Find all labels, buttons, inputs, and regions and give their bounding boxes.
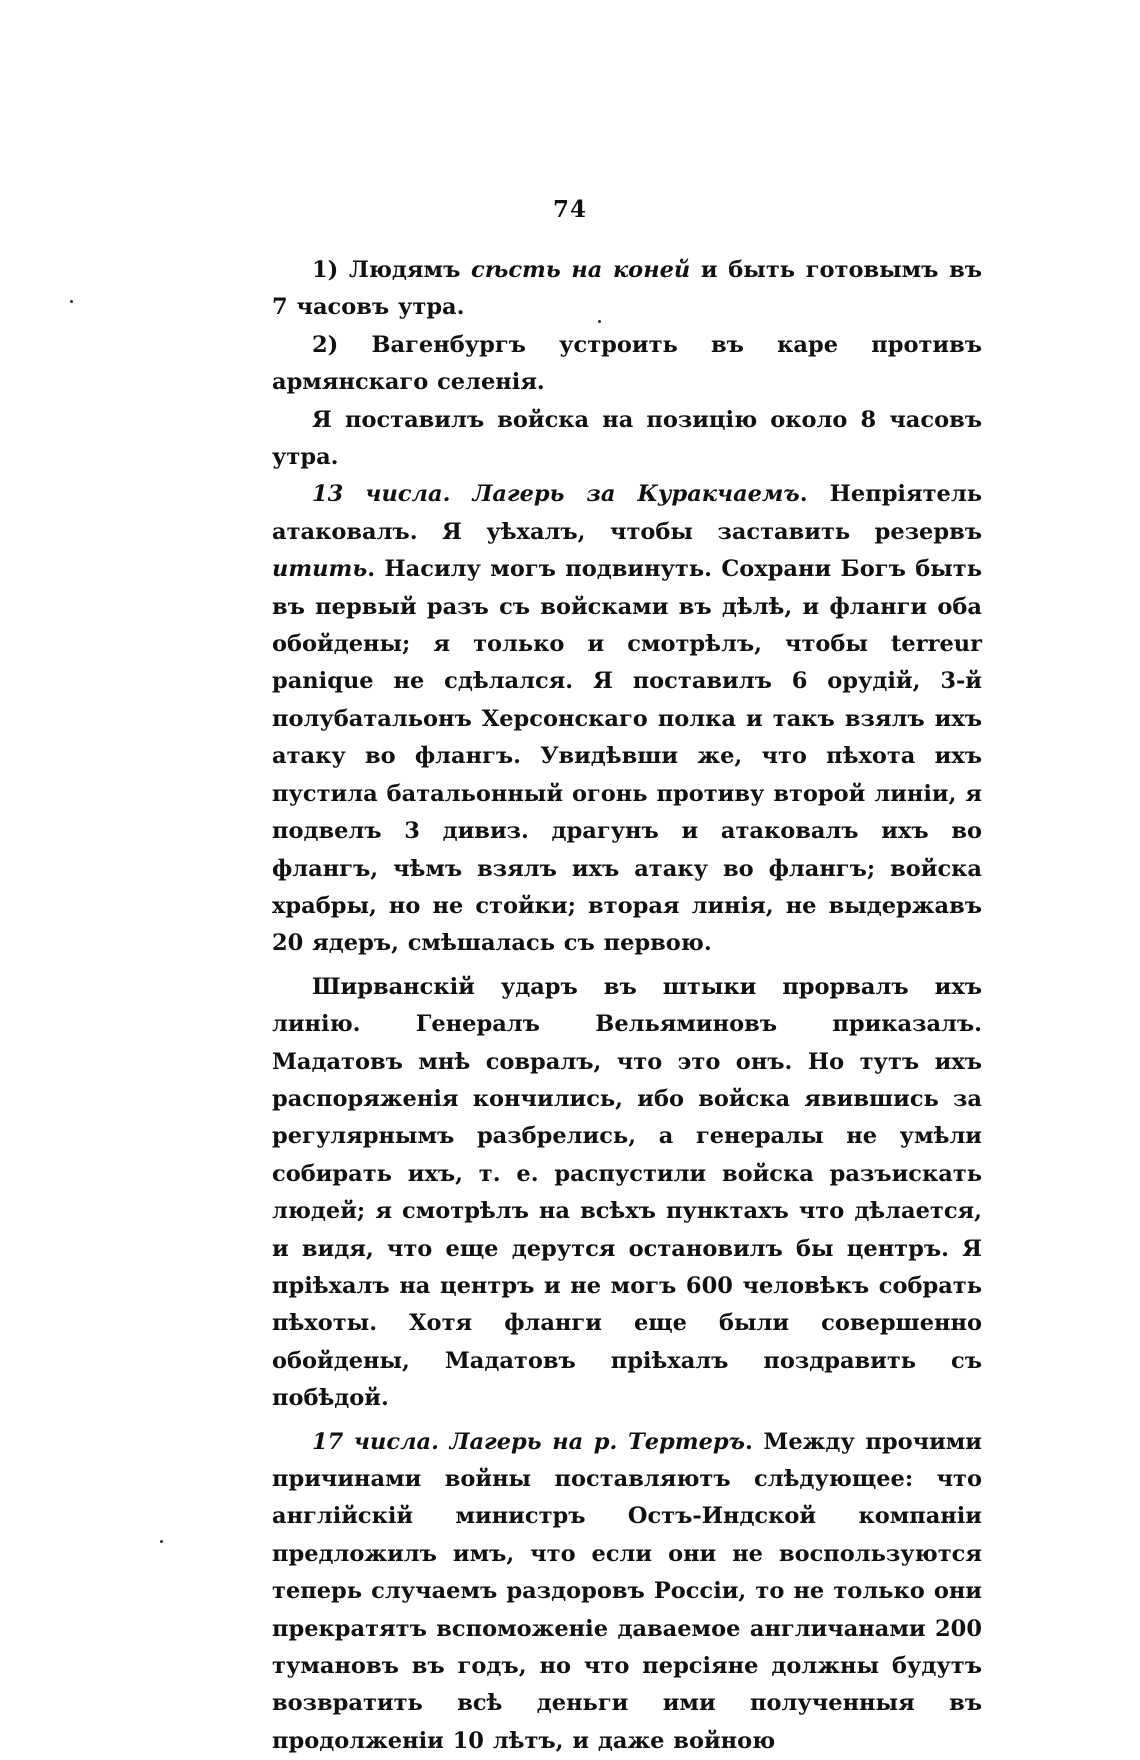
paragraph-3 (272, 402, 982, 477)
scan-speck (598, 320, 601, 323)
paragraph-5 (272, 969, 982, 1418)
text-segment: . Непріятель атаковалъ. Я уѣхалъ, чтобы заставить резервъ (272, 481, 982, 545)
text-segment: Я поставилъ войска на позицію около 8 часовъ утра. (272, 406, 982, 471)
body-text (272, 252, 982, 1760)
page-number: 74 (552, 196, 587, 223)
paragraph-4 (272, 476, 982, 962)
text-segment-italic: итить (272, 556, 368, 583)
entry-heading-italic: 17 числа. Лагерь на р. Тертеръ (312, 1428, 745, 1455)
text-segment: 2) Вагенбургъ устроить въ каре противъ армянскаго селенія. (272, 331, 982, 396)
paragraph-2 (272, 327, 982, 402)
scan-speck (70, 300, 73, 303)
paragraph-1 (272, 252, 982, 327)
text-segment: . Между прочими причинами войны поставляютъ слѣдующее: что англійскій министръ Остъ-Индской компаніи предложилъ имъ, что если они не воспользуются теперь случаемъ раздоровъ Россіи, то не только они прекратятъ вспоможеніе даваемое англичанами 200 тумановъ въ годъ, но что персіяне должны будутъ возвратить всѣ деньги ими полученныя въ продолженіи 10 лѣтъ, и даже войною (272, 1428, 982, 1754)
text-segment: Ширванскій ударъ въ штыки прорвалъ ихъ линію. Генералъ Вельяминовъ приказалъ. Мадатовъ мнѣ совралъ, что это онъ. Но тутъ ихъ распоряженія кончились, ибо войска явившись за регулярнымъ разбрелись, а генералы не умѣли собирать ихъ, т. е. распустили войска разъискать людей; я смотрѣлъ на всѣхъ пунктахъ что дѣлается, и видя, что еще дерутся остановилъ бы центръ. Я пріѣхалъ на центръ и не могъ 600 человѣкъ собрать пѣхоты. Хотя фланги еще были совершенно обойдены, Мадатовъ пріѣхалъ поздравить съ побѣдой. (272, 973, 982, 1412)
text-segment: и быть готовымъ въ 7 часовъ утра. (272, 257, 982, 321)
paragraph-6 (272, 1424, 982, 1760)
entry-heading-italic: 13 числа. Лагерь за Куракчаемъ (312, 481, 800, 508)
text-segment: . Насилу могъ подвинуть. Сохрани Богъ быть въ первый разъ съ войсками въ дѣлѣ, и фланги оба обойдены; я только и смотрѣлъ, чтобы terreur panique не сдѣлался. Я поставилъ 6 орудій, 3-й полубатальонъ Херсонскаго полка и такъ взялъ ихъ атаку во флангъ. Увидѣвши же, что пѣхота ихъ пустила батальонный огонь противу второй линіи, я подвелъ 3 дивиз. драгунъ и атаковалъ ихъ во флангъ, чѣмъ взялъ ихъ атаку во флангъ; войска храбры, но не стойки; вторая линія, не выдержавъ 20 ядеръ, смѣшалась съ первою. (272, 556, 982, 957)
scan-speck (160, 1540, 163, 1543)
text-segment-italic: сѣсть на коней (471, 257, 691, 283)
text-segment: 1) Людямъ (312, 257, 471, 283)
